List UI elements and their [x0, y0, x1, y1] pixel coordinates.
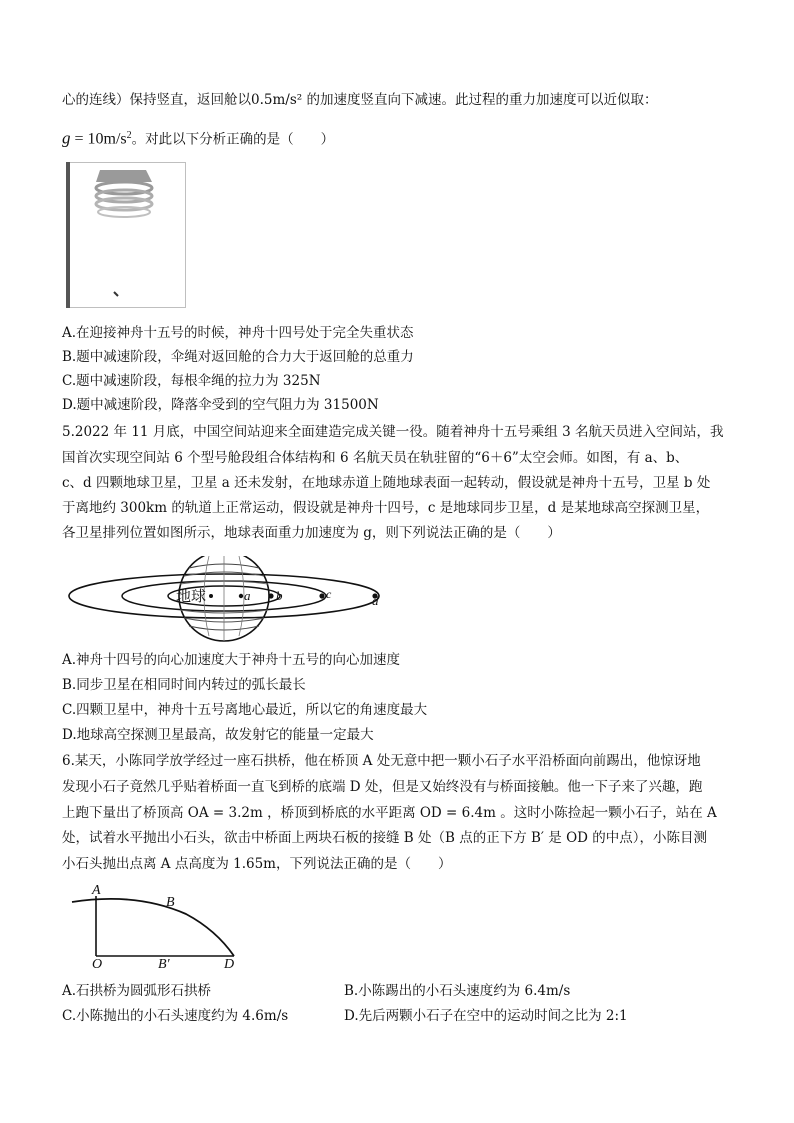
q6-option-d: D.先后两颗小石子在空中的运动时间之比为 2:1: [344, 1008, 628, 1024]
q6-option-c: C.小陈抛出的小石头速度约为 4.6m/s: [62, 1008, 289, 1024]
q5-option-b: B.同步卫星在相同时间内转过的弧长最长: [62, 677, 306, 693]
q5-stem-line-2: 国首次实现空间站 6 个型号舱段组合体结构和 6 名航天员在轨驻留的“6＋6”太空会师。如图，有 a、b、: [62, 450, 689, 466]
label-d: d: [372, 593, 379, 608]
q6-stem-line-4: 处，试着水平抛出小石头，欲击中桥面上两块石板的接缝 B 处（B 点的正下方 B′ 是 OD 的中点），小陈目测: [62, 830, 708, 846]
label-O: O: [92, 957, 103, 968]
q5-option-d: D.地球高空探测卫星最高，故发射它的能量一定最大: [62, 727, 374, 743]
label-B-prime: B′: [158, 957, 170, 968]
q4-option-c: C.题中减速阶段，每根伞绳的拉力为 325N: [62, 373, 321, 389]
label-b: b: [276, 588, 283, 603]
capsule-photo: [66, 162, 186, 308]
q6-stem-line-3: 上跑下量出了桥顶高 OA = 3.2m ，桥顶到桥底的水平距离 OD = 6.4m 。这时小陈捡起一颗小石子，站在 A: [62, 805, 717, 821]
q6-option-b: B.小陈踢出的小石头速度约为 6.4m/s: [344, 983, 571, 999]
label-D: D: [224, 957, 235, 968]
label-c: c: [326, 587, 332, 601]
q4-stem-tail: 。对此以下分析正确的是（ ）: [131, 131, 335, 148]
q6-stem-line-5: 小石头抛出点离 A 点高度为 1.65m，下列说法正确的是（ ）: [62, 856, 452, 872]
q6-stem-line-2: 发现小石子竟然几乎贴着桥面一直飞到桥的底端 D 处，但是又始终没有与桥面接触。他一下子来了兴趣，跑: [62, 779, 703, 795]
q5-option-c: C.四颗卫星中，神舟十五号离地心最近，所以它的角速度最大: [62, 702, 428, 718]
formula-exponent: 2: [126, 130, 132, 141]
q4-stem-line-2: [62, 123, 334, 153]
q4-option-d: D.题中减速阶段，降落伞受到的空气阻力为 31500N: [62, 397, 379, 413]
earth-label: 地球: [176, 589, 207, 605]
q6-stem-line-1: 6.某天，小陈同学放学经过一座石拱桥，他在桥顶 A 处无意中把一颗小石子水平沿桥面向前踢出，他惊讶地: [62, 753, 701, 769]
q4-option-b: B.题中减速阶段，伞绳对返回舱的合力大于返回舱的总重力: [62, 349, 414, 365]
q5-stem-line-5: 各卫星排列位置如图所示，地球表面重力加速度为 g，则下列说法正确的是（ ）: [62, 525, 561, 541]
q5-option-a: A.神舟十四号的向心加速度大于神舟十五号的向心加速度: [62, 652, 401, 668]
label-B: B: [166, 895, 175, 910]
q6-option-a: A.石拱桥为圆弧形石拱桥: [62, 983, 212, 999]
q4-stem-line-1: 心的连线）保持竖直，返回舱以0.5m/s² 的加速度竖直向下减速。此过程的重力加速度可以近似取：: [62, 92, 658, 108]
q4-option-a: A.在迎接神舟十五号的时候，神舟十四号处于完全失重状态: [62, 325, 414, 341]
bridge-diagram: [66, 882, 246, 968]
formula-g: g: [62, 128, 71, 148]
label-A: A: [92, 883, 101, 898]
label-a: a: [244, 588, 251, 603]
q5-stem-line-4: 于离地约 300km 的轨道上正常运动，假设就是神舟十四号，c 是地球同步卫星，d 是某地球高空探测卫星，: [62, 500, 710, 516]
q5-stem-line-1: 5.2022 年 11 月底，中国空间站迎来全面建造完成关键一役。随着神舟十五号乘组 3 名航天员进入空间站，我: [62, 424, 724, 440]
formula-value: = 10m/s: [70, 130, 127, 148]
satellite-orbit-diagram: [64, 556, 404, 644]
q5-stem-line-3: c、d 四颗地球卫星，卫星 a 还未发射，在地球赤道上随地球表面一起转动，假设就是神舟十五号，卫星 b 处: [62, 475, 711, 491]
